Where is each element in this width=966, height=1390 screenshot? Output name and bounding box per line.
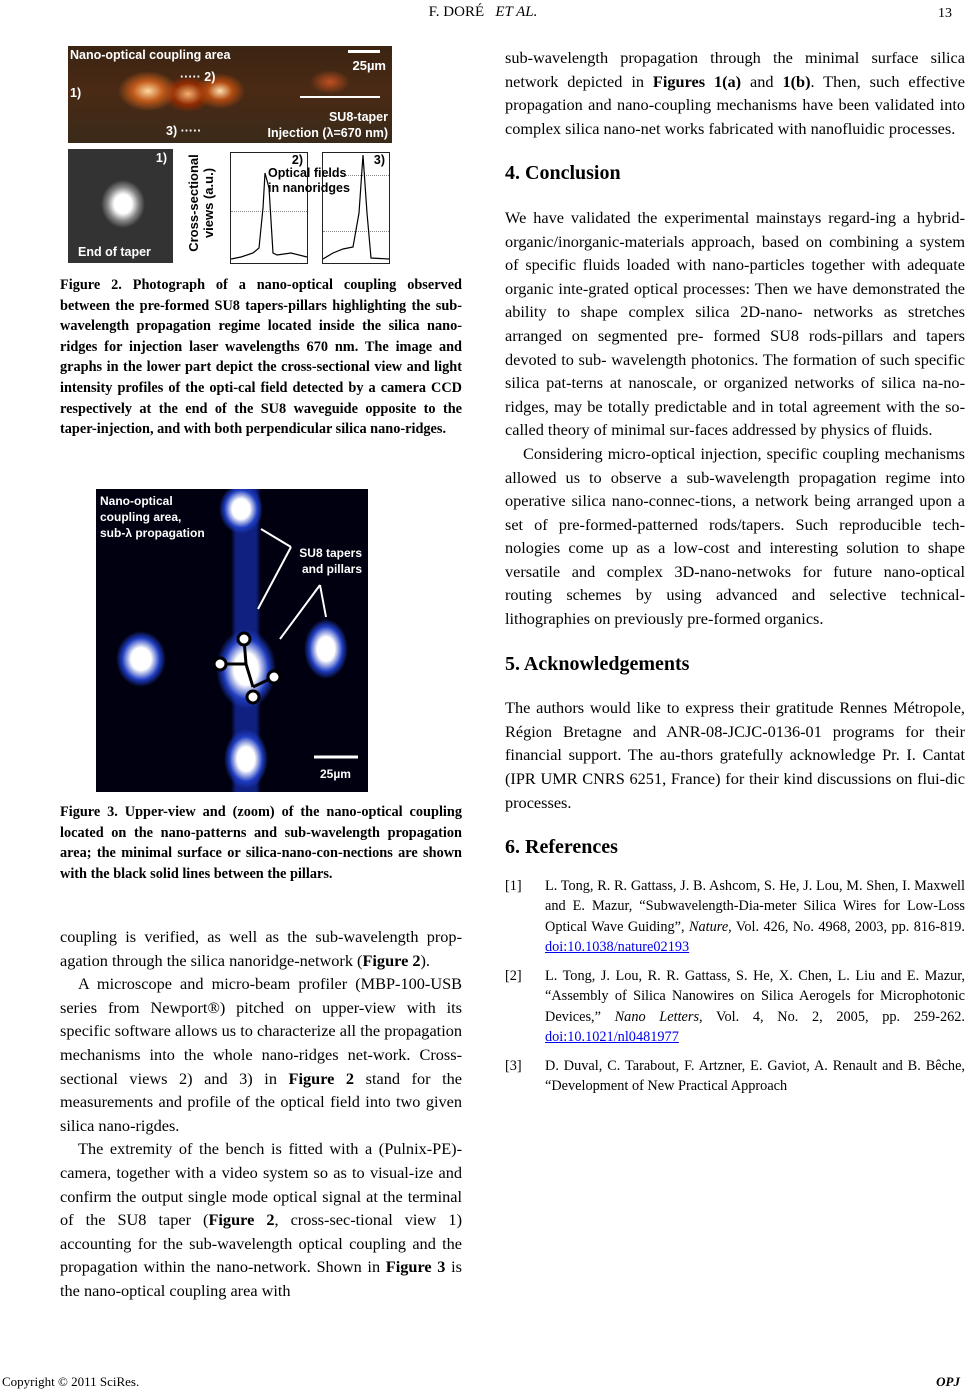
doi-link[interactable]: doi:10.1021/nl0481977 xyxy=(545,1029,679,1046)
figure-ref: Figure 3 xyxy=(385,1257,446,1277)
paragraph: coupling is verified, as well as the sub-wavelength prop-agation through the silica nanoridge-network (Figure 2). xyxy=(60,927,462,970)
copyright: Copyright © 2011 SciRes. xyxy=(2,1374,140,1389)
page-number: 13 xyxy=(938,6,952,21)
panel2-label: 2) xyxy=(291,153,303,167)
cross-sectional-label: Cross-sectional views (a.u.) xyxy=(186,154,216,252)
reference-item: [3] D. Duval, C. Tarabout, F. Artzner, E. Gaviot, A. Renault and B. Bêche, “Development of New Practical Approach xyxy=(505,1057,965,1095)
running-head-etal: ET AL. xyxy=(495,4,538,20)
fig3-scale: 25µm xyxy=(320,767,351,781)
paragraph: The extremity of the bench is fitted with a (Pulnix-PE)-camera, together with a video system so as to visual-ize and confirm the output single mode optical signal at the terminal of the SU8 taper (Figure 2, cross-sec-tional view 1) accounting for the sub-wavelength optical coupling and the propagation within the nano-network. Shown in Figure 3 is the nano-optical coupling area with xyxy=(60,1139,462,1300)
end-of-taper-label: End of taper xyxy=(78,245,151,259)
fig2-marker1: 1) xyxy=(70,86,82,100)
fig2-marker2: ····· 2) xyxy=(180,70,216,84)
fig2-marker3: 3) ····· xyxy=(166,124,202,138)
paragraph: sub-wavelength propagation through the minimal surface silica network depicted in Figures 1(a) and 1(b). Then, such effective propagation and nano-coupling mechanisms have been validated into complex silica nano-net works fabricated with nanofluidic processes. xyxy=(505,48,966,138)
figure-2-caption: Figure 2. Photograph of a nano-optical coupling observed between the pre-formed SU8 tapers-pillars highlighting the sub-wavelength propagation regime located inside the silica nano-ridges for injection laser wavelengths 670 nm. The image and graphs in the lower part depict the cross-sectional view and light intensity profiles of the opti-cal field detected by a camera CCD respectively at the end of the SU8 waveguide opposite to the taper-injection, and with both perpendicular silica nano-ridges. xyxy=(60,277,462,438)
end-of-taper-image xyxy=(68,149,173,263)
reference-item: [1] L. Tong, R. R. Gattass, J. B. Ashcom, S. He, J. Lou, M. Shen, I. Maxwell and E. Mazur, “Subwavelength-Dia-meter Silica Wires for Low-Loss Optical Wave Guiding”, Nature, Vol. 426, No. 4968, 2003, pp. 816-819. doi:10.1038/nature02193 xyxy=(505,877,965,956)
paragraph: We have validated the experimental mainstays regard-ing a hybrid-organic/inorganic-materials approach, based on combining a system of specific fluids loaded with nano-particles together with adequate organic inte-grated optical processes: Then we have demonstrated the ability to shape complex silica 2D-nano- networks as stretches arranged on segmented pre- formed SU8 rods-pillars and tapers devoted to sub- wavelength photonics. The formation of such specific silica pat-terns at nanoscale, or organized networks of silica na-no-ridges, may be totally predictable and in total agreement with the so-called theory of minimal sur-faces addressed by physics of fluids. xyxy=(505,207,965,440)
injection-arrow xyxy=(300,96,380,98)
fig3-overlay xyxy=(96,489,368,792)
running-head xyxy=(0,4,966,21)
figure-ref: Figure 2 xyxy=(288,1068,355,1088)
paragraph: The authors would like to express their gratitude Rennes Métropole, Région Bretagne and ANR-08-JCJC-0136-01 programs for their financial support. The au-thors gratefully acknowledge Pr. I. Cantat (IPR UMR CNRS 6251, France) for their kind discussions on flui-dic processes. xyxy=(505,698,965,812)
figure-ref: Figure 2 xyxy=(362,950,421,970)
fig3-area-label: Nano-optical coupling area, sub-λ propagation xyxy=(100,494,205,540)
section-heading-acknowledgements: 5. Acknowledgements xyxy=(505,652,690,675)
reference-item: [2] L. Tong, J. Lou, R. R. Gattass, S. He, X. Chen, L. Liu and E. Mazur, “Assembly of Silica Nanowires on Silica Aerogels for Microphotonic Devices,” Nano Letters, Vol. 4, No. 2, 2005, pp. 259-262. doi:10.1021/nl0481977 xyxy=(505,967,965,1046)
fig2-title: Nano-optical coupling area xyxy=(70,48,231,62)
running-head-author: F. DORÉ xyxy=(428,4,485,20)
panel1-label: 1) xyxy=(155,151,167,165)
figure-3-caption: Figure 3. Upper-view and (zoom) of the nano-optical coupling located on the nano-patterns and sub-wavelength propagation area; the minimal surface or silica-nano-con-nections are shown with the black solid lines between the pillars. xyxy=(60,804,462,882)
optical-fields-label: Optical fields in nanoridges xyxy=(268,166,350,195)
left-column-text xyxy=(60,925,462,1303)
panel3-label: 3) xyxy=(373,153,385,167)
paragraph: Considering micro-optical injection, specific coupling mechanisms allowed us to observe a sub-wavelength propagation regime into operative silica nano-connec-tions, a network being arranged upon a set of pre-formed-patterned rods/tapers. Such reproducible tech-nologies come up as a low-cost and interesting solution to shape versatile and complex 3D-nano-netwoks for future nano-optical routing schemes by using advanced and selective technical-lithographies on previously pre-formed organics. xyxy=(505,443,965,629)
section-heading-conclusion: 4. Conclusion xyxy=(505,162,621,185)
fig2-scale: 25µm xyxy=(352,58,386,73)
figure-ref: Figures 1(a) xyxy=(652,71,742,91)
figure-ref: Figure 2 xyxy=(208,1210,275,1230)
figure-2 xyxy=(68,46,392,266)
scale-bar xyxy=(348,50,380,53)
figure-2-top-photo xyxy=(68,46,392,143)
fig2-su8: SU8-taper xyxy=(328,110,388,124)
journal-name: OPJ xyxy=(936,1374,960,1389)
fig3-su8-label: SU8 tapers and pillars xyxy=(299,546,362,576)
section-heading-references: 6. References xyxy=(505,836,618,859)
doi-link[interactable]: doi:10.1038/nature02193 xyxy=(545,939,690,956)
right-column-text xyxy=(505,46,965,1097)
minimal-surface-network xyxy=(214,633,280,703)
figure-3 xyxy=(96,489,368,792)
fig2-injection: Injection (λ=670 nm) xyxy=(267,126,388,140)
paragraph: A microscope and micro-beam profiler (MBP-100-USB series from Newport®) pitched on upper-view with its specific software allows us to characterize all the propagation mechanisms into the whole nano-ridges net-work. Cross-sectional views 2) and 3) in Figure 2 stand for the measurements and profile of the optical field into two given silica nano-rigdes. xyxy=(60,974,462,1135)
figure-ref: 1(b) xyxy=(782,71,811,91)
